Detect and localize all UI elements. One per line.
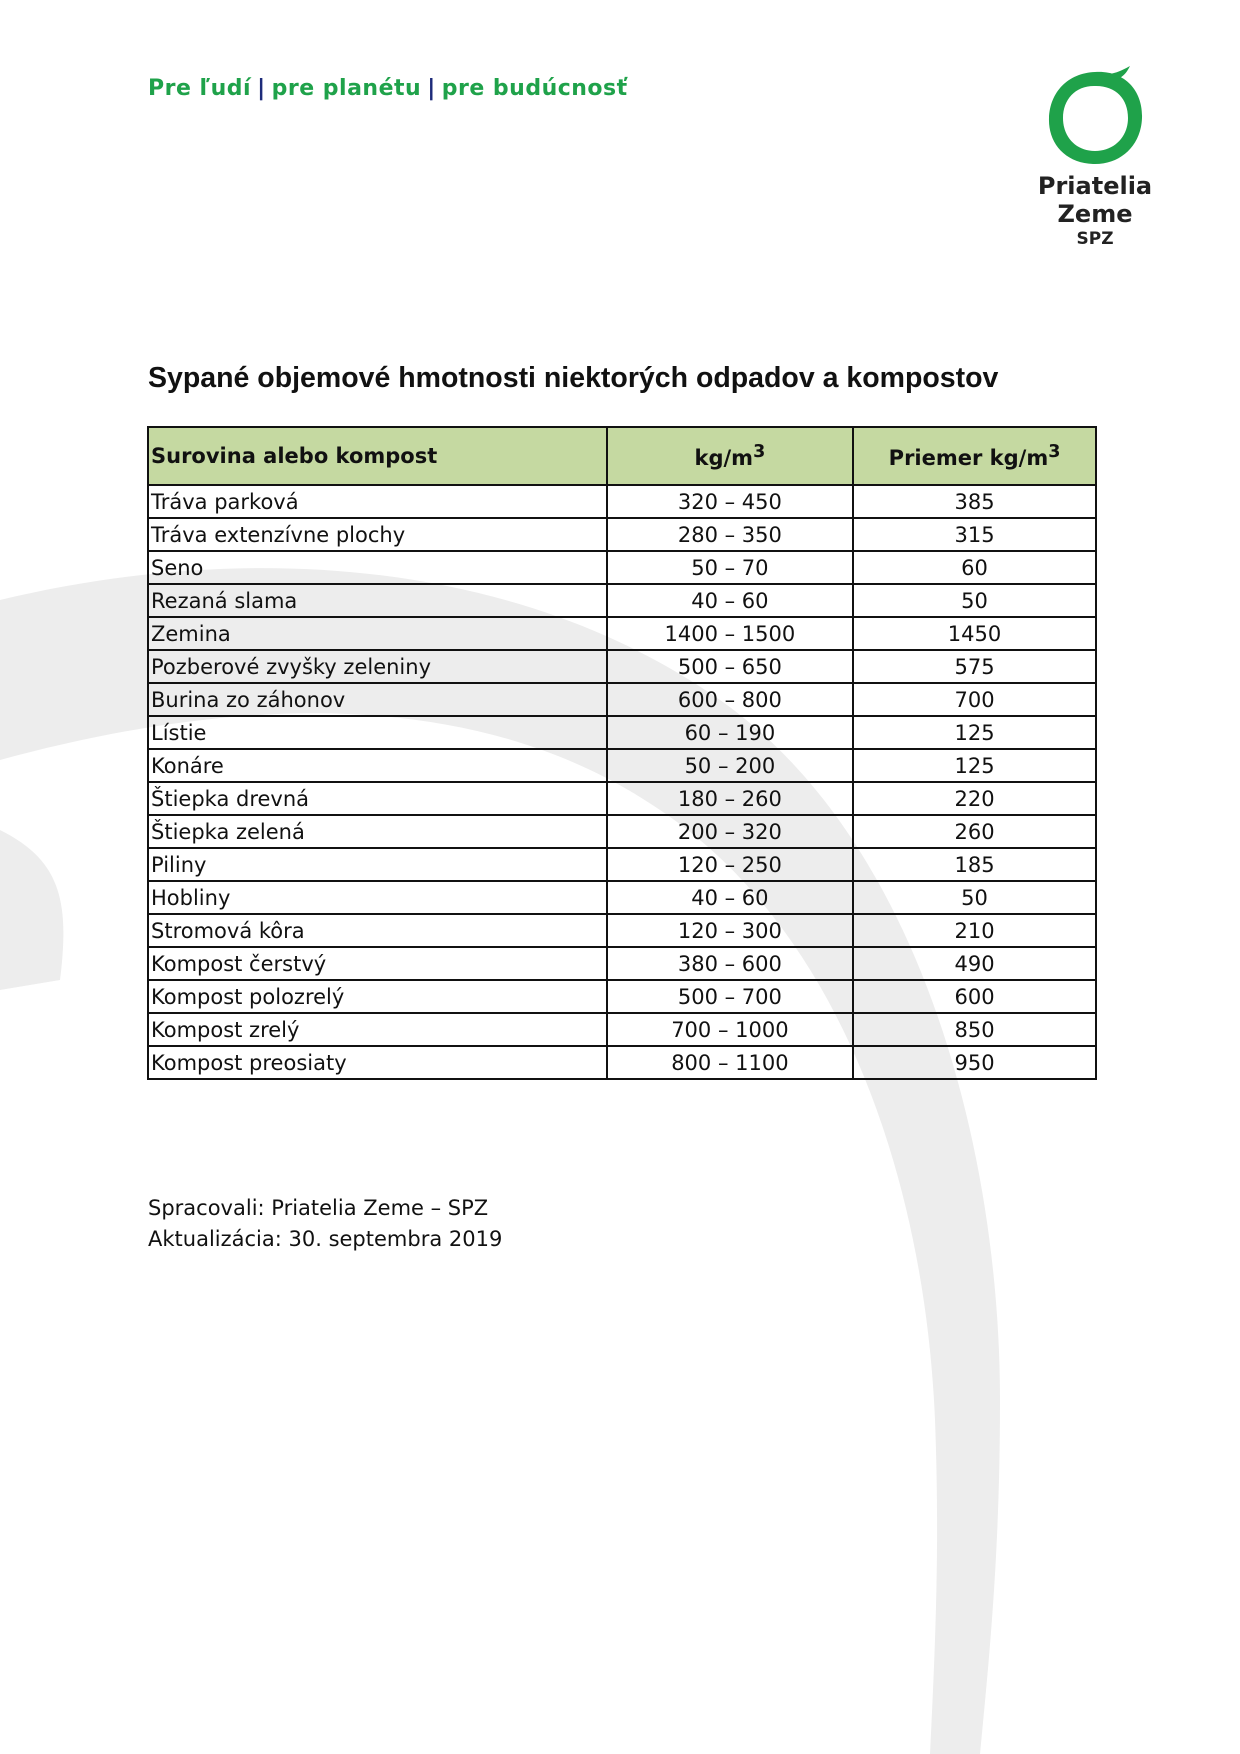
slogan-separator: | <box>427 76 436 101</box>
table-row <box>148 782 1096 815</box>
table-row <box>148 947 1096 980</box>
cell-range: 500 – 650 <box>607 650 853 683</box>
cell-average: 315 <box>853 518 1096 551</box>
table-row <box>148 1013 1096 1046</box>
cell-average: 1450 <box>853 617 1096 650</box>
table-row <box>148 617 1096 650</box>
column-header-kg-m3: $kg/m^3$ <box>607 427 853 485</box>
cell-range: 50 – 70 <box>607 551 853 584</box>
cell-average: 700 <box>853 683 1096 716</box>
cell-range: 1400 – 1500 <box>607 617 853 650</box>
cell-range: 180 – 260 <box>607 782 853 815</box>
cell-average: 50 <box>853 881 1096 914</box>
table-row <box>148 485 1096 518</box>
cell-average: 260 <box>853 815 1096 848</box>
cell-average: 220 <box>853 782 1096 815</box>
cell-material: Štiepka drevná <box>148 782 607 815</box>
slogan-separator: | <box>257 76 266 101</box>
slogan-part-future: pre budúcnosť <box>441 76 628 101</box>
logo-text-spz: SPZ <box>1076 229 1114 249</box>
table-row <box>148 914 1096 947</box>
cell-range: 200 – 320 <box>607 815 853 848</box>
cell-range: 700 – 1000 <box>607 1013 853 1046</box>
logo-text-priatelia: Priatelia <box>1037 172 1153 200</box>
cell-material: Konáre <box>148 749 607 782</box>
cell-average: 385 <box>853 485 1096 518</box>
table-row <box>148 1046 1096 1079</box>
cell-material: Kompost polozrelý <box>148 980 607 1013</box>
cell-range: 280 – 350 <box>607 518 853 551</box>
table-row <box>148 650 1096 683</box>
cell-range: 50 – 200 <box>607 749 853 782</box>
footer-processed-by: Spracovali: Priatelia Zeme – SPZ <box>148 1196 489 1220</box>
cell-average: 125 <box>853 716 1096 749</box>
cell-average: 600 <box>853 980 1096 1013</box>
cell-material: Piliny <box>148 848 607 881</box>
cell-range: 120 – 250 <box>607 848 853 881</box>
cell-range: 380 – 600 <box>607 947 853 980</box>
cell-material: Stromová kôra <box>148 914 607 947</box>
cell-range: 800 – 1100 <box>607 1046 853 1079</box>
cell-range: 500 – 700 <box>607 980 853 1013</box>
table-row <box>148 716 1096 749</box>
cell-range: 60 – 190 <box>607 716 853 749</box>
footer <box>148 1193 502 1255</box>
column-header-average: Priemer $kg/m^3$ <box>853 427 1096 485</box>
cell-range: 40 – 60 <box>607 584 853 617</box>
cell-average: 50 <box>853 584 1096 617</box>
cell-material: Tráva parková <box>148 485 607 518</box>
cell-material: Pozberové zvyšky zeleniny <box>148 650 607 683</box>
cell-average: 185 <box>853 848 1096 881</box>
table-row <box>148 584 1096 617</box>
cell-range: 40 – 60 <box>607 881 853 914</box>
cell-material: Lístie <box>148 716 607 749</box>
cell-material: Burina zo záhonov <box>148 683 607 716</box>
table-row <box>148 683 1096 716</box>
logo-text-zeme: Zeme <box>1057 200 1133 228</box>
cell-range: 320 – 450 <box>607 485 853 518</box>
cell-range: 120 – 300 <box>607 914 853 947</box>
cell-average: 125 <box>853 749 1096 782</box>
cell-material: Kompost preosiaty <box>148 1046 607 1079</box>
table-row <box>148 815 1096 848</box>
density-table <box>147 426 1097 1080</box>
cell-material: Seno <box>148 551 607 584</box>
table-row <box>148 980 1096 1013</box>
cell-material: Hobliny <box>148 881 607 914</box>
slogan-part-planet: pre planétu <box>271 76 422 101</box>
table-header-row <box>148 427 1096 485</box>
logo <box>1020 64 1170 250</box>
footer-updated: Aktualizácia: 30. septembra 2019 <box>148 1227 503 1251</box>
table-row <box>148 551 1096 584</box>
cell-average: 950 <box>853 1046 1096 1079</box>
cell-average: 575 <box>853 650 1096 683</box>
cell-material: Kompost čerstvý <box>148 947 607 980</box>
slogan-part-people: Pre ľudí <box>148 76 252 101</box>
cell-range: 600 – 800 <box>607 683 853 716</box>
cell-average: 210 <box>853 914 1096 947</box>
table-row <box>148 518 1096 551</box>
column-header-material: Surovina alebo kompost <box>148 427 607 485</box>
cell-material: Štiepka zelená <box>148 815 607 848</box>
slogan <box>148 76 628 101</box>
cell-material: Tráva extenzívne plochy <box>148 518 607 551</box>
cell-average: 850 <box>853 1013 1096 1046</box>
table-row <box>148 881 1096 914</box>
cell-average: 60 <box>853 551 1096 584</box>
table-row <box>148 848 1096 881</box>
cell-material: Zemina <box>148 617 607 650</box>
document-title: Sypané objemové hmotnosti niektorých odpadov a kompostov <box>148 362 999 394</box>
cell-material: Kompost zrelý <box>148 1013 607 1046</box>
cell-average: 490 <box>853 947 1096 980</box>
cell-material: Rezaná slama <box>148 584 607 617</box>
logo-ring-icon <box>1040 64 1150 172</box>
table-row <box>148 749 1096 782</box>
